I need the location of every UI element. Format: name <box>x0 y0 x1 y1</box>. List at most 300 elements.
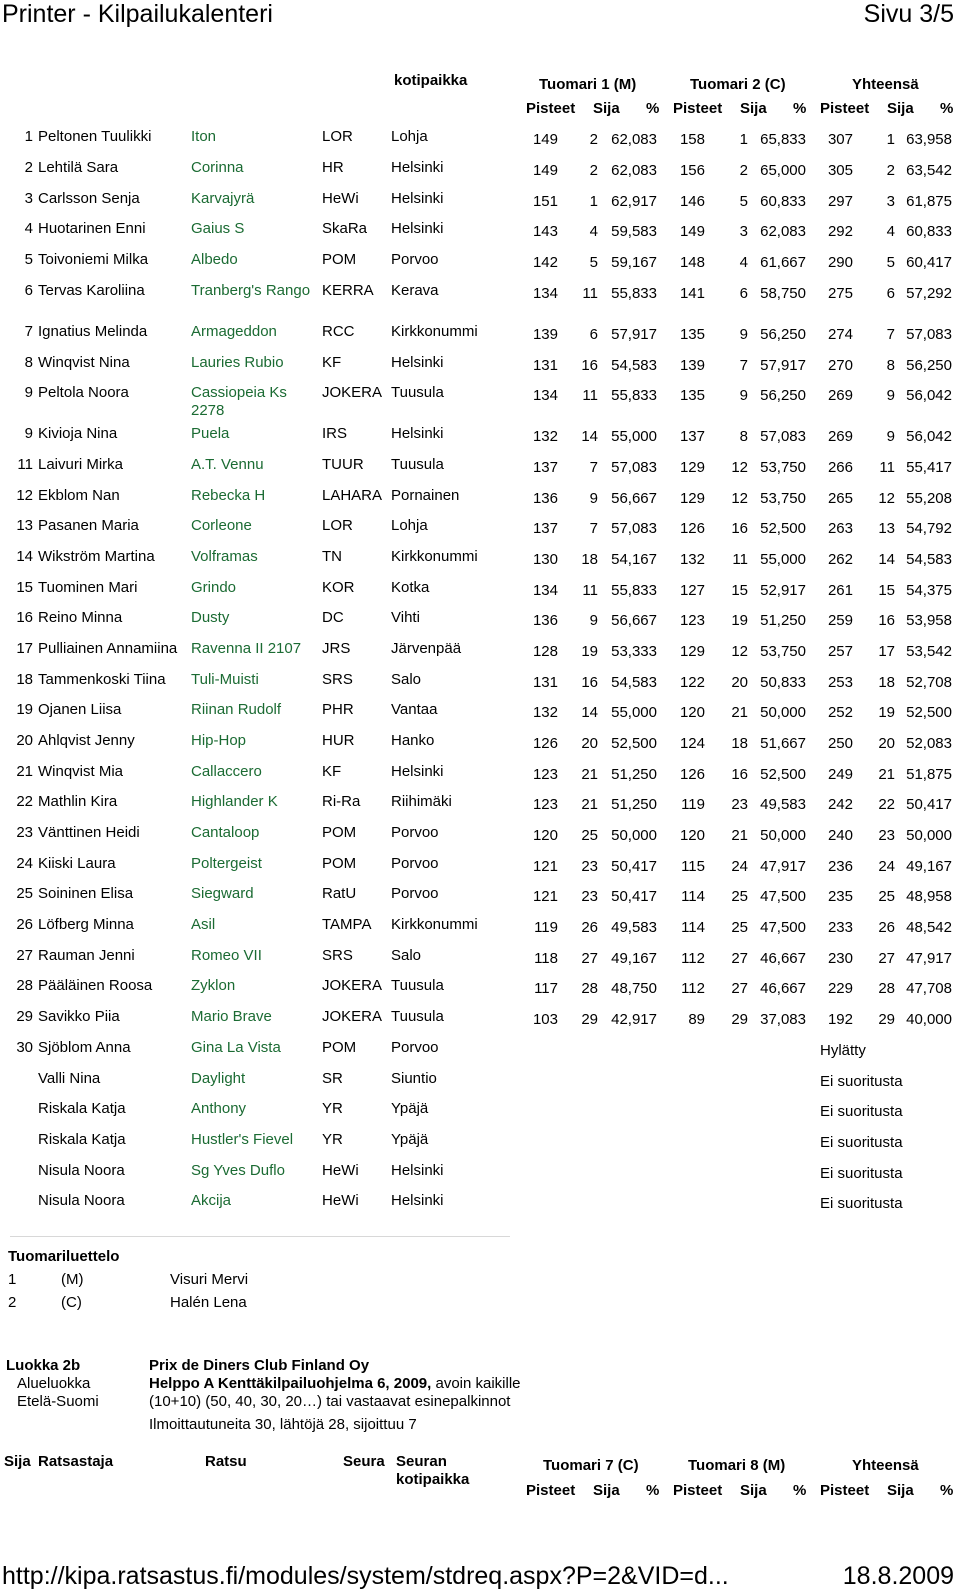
score-cell: 48,542 <box>906 919 952 936</box>
score-cell: 20 <box>878 735 895 752</box>
table-row <box>0 1100 960 1130</box>
score-cell: 265 <box>827 490 853 507</box>
table-row <box>0 824 960 854</box>
score-cell: 14 <box>581 428 598 445</box>
score-cell: 54,583 <box>611 674 657 691</box>
score-cell: 250 <box>827 735 853 752</box>
sub-place-2: Sija <box>740 100 767 117</box>
score-cell: 126 <box>679 766 705 783</box>
score-cell: 123 <box>679 612 705 629</box>
rider-name: Nisula Noora <box>38 1162 125 1179</box>
horse-link[interactable]: Armageddon <box>191 323 277 340</box>
score-cell: 158 <box>679 131 705 148</box>
class-name: Luokka 2b <box>6 1357 81 1374</box>
score-cell: 274 <box>827 326 853 343</box>
horse-link[interactable]: Riinan Rudolf <box>191 701 282 718</box>
score-cell: 58,750 <box>760 285 806 302</box>
score-cell: 6 <box>739 285 748 302</box>
horse-link[interactable]: Iton <box>191 128 217 145</box>
rider-name: Savikko Piia <box>38 1008 120 1025</box>
score-cell: 53,750 <box>760 643 806 660</box>
horse-link[interactable]: Zyklon <box>191 977 236 994</box>
score-cell: 55,417 <box>906 459 952 476</box>
horse-link[interactable]: Asil <box>191 916 216 933</box>
rank-cell: 25 <box>16 885 33 902</box>
score-cell: 60,417 <box>906 254 952 271</box>
score-cell: 117 <box>534 980 558 997</box>
score-cell: 1 <box>886 131 895 148</box>
score-cell: 136 <box>532 612 558 629</box>
rider-name: Lehtilä Sara <box>38 159 119 176</box>
score-cell: 118 <box>534 950 558 967</box>
score-cell: 137 <box>532 520 558 537</box>
club-cell: SRS <box>322 671 353 688</box>
score-cell: 49,167 <box>906 858 952 875</box>
score-cell: 48,958 <box>906 888 952 905</box>
status-cell: Ei suoritusta <box>820 1195 903 1212</box>
score-cell: 261 <box>827 582 853 599</box>
horse-link[interactable]: Gaius S <box>191 220 245 237</box>
score-cell: 134 <box>532 285 558 302</box>
city-cell: Tuusula <box>391 384 444 401</box>
club-cell: KERRA <box>322 282 374 299</box>
table-row <box>0 947 960 977</box>
score-cell: 26 <box>878 919 895 936</box>
footer-url[interactable]: http://kipa.ratsastus.fi/modules/system/stdreq.aspx?P=2&VID=d... <box>2 1562 729 1590</box>
judge-num: 1 <box>8 1271 17 1288</box>
club-cell: TAMPA <box>322 916 372 933</box>
score-cell: 123 <box>532 766 558 783</box>
score-cell: 52,083 <box>906 735 952 752</box>
score-cell: 292 <box>827 223 853 240</box>
rank-cell: 9 <box>24 425 33 442</box>
score-cell: 115 <box>681 858 705 875</box>
score-cell: 56,250 <box>760 387 806 404</box>
horse-link[interactable]: Mario Brave <box>191 1008 272 1025</box>
score-cell: 51,667 <box>760 735 806 752</box>
horse-link[interactable]: Tranberg's Rango <box>191 282 311 299</box>
score-cell: 9 <box>589 612 598 629</box>
score-cell: 270 <box>827 357 853 374</box>
rank-cell: 5 <box>24 251 33 268</box>
score-cell: 12 <box>878 490 895 507</box>
score-cell: 24 <box>731 858 748 875</box>
score-cell: 56,250 <box>760 326 806 343</box>
city-cell: Kirkkonummi <box>391 323 478 340</box>
score-cell: 269 <box>827 428 853 445</box>
total-header: Yhteensä <box>852 76 919 93</box>
score-cell: 9 <box>739 387 748 404</box>
rank-cell: 4 <box>24 220 33 237</box>
rider-name: Laivuri Mirka <box>38 456 124 473</box>
score-cell: 18 <box>581 551 598 568</box>
horse-link[interactable]: A.T. Vennu <box>191 456 264 473</box>
score-cell: 57,083 <box>611 520 657 537</box>
table-row <box>0 251 960 281</box>
score-cell: 236 <box>827 858 853 875</box>
rank-cell: 21 <box>16 763 33 780</box>
score-cell: 135 <box>679 326 705 343</box>
score-cell: 27 <box>731 980 748 997</box>
table-row <box>0 701 960 731</box>
score-cell: 16 <box>581 674 598 691</box>
program <box>149 1375 521 1392</box>
t2-home1: Seuran <box>396 1453 447 1470</box>
rank-cell: 19 <box>16 701 33 718</box>
horse-link[interactable]: Daylight <box>191 1070 246 1087</box>
table-row <box>0 384 960 419</box>
club-cell: DC <box>322 609 344 626</box>
horse-link[interactable]: Akcija <box>191 1192 232 1209</box>
horse-link[interactable]: Dusty <box>191 609 230 626</box>
score-cell: 132 <box>532 704 558 721</box>
score-cell: 120 <box>532 827 558 844</box>
score-cell: 17 <box>878 643 895 660</box>
score-cell: 1 <box>589 193 598 210</box>
score-cell: 65,000 <box>760 162 806 179</box>
score-cell: 259 <box>827 612 853 629</box>
score-cell: 50,833 <box>760 674 806 691</box>
rank-cell: 17 <box>16 640 33 657</box>
score-cell: 57,083 <box>611 459 657 476</box>
score-cell: 27 <box>731 950 748 967</box>
rider-name: Wikström Martina <box>38 548 155 565</box>
score-cell: 15 <box>731 582 748 599</box>
score-cell: 120 <box>679 827 705 844</box>
t2-horse: Ratsu <box>205 1453 247 1470</box>
club-cell: LOR <box>322 517 353 534</box>
score-cell: 3 <box>886 193 895 210</box>
score-cell: 55,208 <box>906 490 952 507</box>
rank-cell: 6 <box>24 282 33 299</box>
rider-name: Peltola Noora <box>38 384 129 401</box>
table-row <box>0 579 960 609</box>
rider-name: Huotarinen Enni <box>38 220 146 237</box>
rider-name: Soininen Elisa <box>38 885 134 902</box>
city-cell: Porvoo <box>391 885 439 902</box>
club-cell: JOKERA <box>322 1008 383 1025</box>
score-cell: 119 <box>681 796 705 813</box>
rider-name: Pulliainen Annamiina <box>38 640 178 657</box>
sub-points-3: Pisteet <box>820 100 870 117</box>
horse-link[interactable]: Cantaloop <box>191 824 260 841</box>
score-cell: 146 <box>679 193 705 210</box>
city-cell: Lohja <box>391 128 428 145</box>
score-cell: 4 <box>589 223 598 240</box>
club-cell: POM <box>322 251 357 268</box>
score-cell: 29 <box>731 1011 748 1028</box>
score-cell: 54,583 <box>906 551 952 568</box>
rider-name: Carlsson Senja <box>38 190 140 207</box>
score-cell: 15 <box>878 582 895 599</box>
club-cell: HeWi <box>322 190 359 207</box>
score-cell: 55,000 <box>611 428 657 445</box>
club-cell: JOKERA <box>322 384 383 401</box>
rider-name: Peltonen Tuulikki <box>38 128 152 145</box>
status-cell: Ei suoritusta <box>820 1103 903 1120</box>
score-cell: 120 <box>679 704 705 721</box>
score-cell: 5 <box>886 254 895 271</box>
score-cell: 6 <box>886 285 895 302</box>
score-cell: 4 <box>886 223 895 240</box>
city-cell: Siuntio <box>391 1070 437 1087</box>
city-cell: Helsinki <box>391 159 444 176</box>
score-cell: 290 <box>827 254 853 271</box>
sub-pct-3: % <box>940 100 954 117</box>
score-cell: 134 <box>532 387 558 404</box>
score-cell: 129 <box>679 490 705 507</box>
club-cell: POM <box>322 1039 357 1056</box>
horse-link[interactable]: Sg Yves Duflo <box>191 1162 285 1179</box>
rank-cell: 27 <box>16 947 33 964</box>
city-cell: Helsinki <box>391 190 444 207</box>
horse-link[interactable]: Anthony <box>191 1100 247 1117</box>
table-row <box>0 1131 960 1161</box>
score-cell: 59,167 <box>611 254 657 271</box>
score-cell: 54,583 <box>611 357 657 374</box>
status-cell: Ei suoritusta <box>820 1165 903 1182</box>
score-cell: 19 <box>878 704 895 721</box>
table-row <box>0 159 960 189</box>
t2-judge8: Tuomari 8 (M) <box>688 1457 786 1474</box>
city-cell: Lohja <box>391 517 428 534</box>
city-cell: Pornainen <box>391 487 460 504</box>
score-cell: 55,833 <box>611 387 657 404</box>
city-cell: Helsinki <box>391 425 444 442</box>
score-cell: 60,833 <box>760 193 806 210</box>
sub-points-1: Pisteet <box>526 100 576 117</box>
rider-name: Tuominen Mari <box>38 579 138 596</box>
rider-name: Tammenkoski Tiina <box>38 671 166 688</box>
entries-line: Ilmoittautuneita 30, lähtöjä 28, sijoittuu 7 <box>149 1416 417 1433</box>
rank-cell: 18 <box>16 671 33 688</box>
t2-sija-2: Sija <box>740 1482 767 1499</box>
prizes-line: (10+10) (50, 40, 30, 20…) tai vastaavat esinepalkinnot <box>149 1393 511 1410</box>
t2-total: Yhteensä <box>852 1457 919 1474</box>
score-cell: 136 <box>532 490 558 507</box>
club-cell: SR <box>322 1070 343 1087</box>
rank-cell: 8 <box>24 354 33 371</box>
score-cell: 27 <box>878 950 895 967</box>
score-cell: 52,500 <box>760 520 806 537</box>
horse-link[interactable]: Albedo <box>191 251 238 268</box>
rank-cell: 20 <box>16 732 33 749</box>
horse-link[interactable]: Puela <box>191 425 230 442</box>
score-cell: 25 <box>731 919 748 936</box>
score-cell: 53,750 <box>760 490 806 507</box>
club-cell: RatU <box>322 885 357 902</box>
judges-title: Tuomariluettelo <box>8 1248 120 1265</box>
table-row <box>0 1070 960 1100</box>
table-row <box>0 671 960 701</box>
score-cell: 130 <box>532 551 558 568</box>
city-cell: Kotka <box>391 579 430 596</box>
table-row <box>0 1192 960 1222</box>
horse-link[interactable]: Siegward <box>191 885 254 902</box>
score-cell: 59,583 <box>611 223 657 240</box>
score-cell: 52,500 <box>611 735 657 752</box>
prize-title: Prix de Diners Club Finland Oy <box>149 1357 370 1374</box>
rider-name: Valli Nina <box>38 1070 101 1087</box>
score-cell: 126 <box>532 735 558 752</box>
club-cell: TN <box>322 548 342 565</box>
page-title: Printer - Kilpailukalenteri <box>2 0 273 28</box>
t2-home2: kotipaikka <box>396 1471 470 1488</box>
score-cell: 257 <box>827 643 853 660</box>
horse-link[interactable]: Ravenna II 2107 <box>191 640 302 657</box>
horse-link[interactable]: Grindo <box>191 579 237 596</box>
horse-link[interactable]: Hustler's Fievel <box>191 1131 294 1148</box>
score-cell: 49,167 <box>611 950 657 967</box>
club-cell: TUUR <box>322 456 364 473</box>
score-cell: 53,958 <box>906 612 952 629</box>
sub-place-3: Sija <box>887 100 914 117</box>
score-cell: 124 <box>679 735 705 752</box>
score-cell: 23 <box>581 858 598 875</box>
horse-link[interactable]: Highlander K <box>191 793 278 810</box>
rider-name: Tervas Karoliina <box>38 282 145 299</box>
score-cell: 57,083 <box>760 428 806 445</box>
horse-link[interactable]: Hip-Hop <box>191 732 247 749</box>
score-cell: 139 <box>532 326 558 343</box>
score-cell: 9 <box>886 387 895 404</box>
score-cell: 229 <box>827 980 853 997</box>
sub-pct-2: % <box>793 100 807 117</box>
table-row <box>0 487 960 517</box>
table-row <box>0 916 960 946</box>
city-cell: Vantaa <box>391 701 438 718</box>
judge2-header: Tuomari 2 (C) <box>690 76 786 93</box>
rider-name: Ahlqvist Jenny <box>38 732 135 749</box>
rider-name: Ekblom Nan <box>38 487 120 504</box>
score-cell: 62,083 <box>611 131 657 148</box>
score-cell: 2 <box>589 162 598 179</box>
rider-name: Vänttinen Heidi <box>38 824 140 841</box>
horse-link[interactable]: Tuli-Muisti <box>191 671 259 688</box>
score-cell: 7 <box>886 326 895 343</box>
rank-cell: 28 <box>16 977 33 994</box>
score-cell: 11 <box>879 459 895 476</box>
rank-cell: 16 <box>16 609 33 626</box>
score-cell: 263 <box>827 520 853 537</box>
score-cell: 121 <box>532 888 558 905</box>
score-cell: 56,250 <box>906 357 952 374</box>
rank-cell: 24 <box>16 855 33 872</box>
horse-link[interactable]: Karvajyrä <box>191 190 255 207</box>
city-cell: Kirkkonummi <box>391 916 478 933</box>
horse-link[interactable]: Rebecka H <box>191 487 266 504</box>
club-cell: LAHARA <box>322 487 383 504</box>
table-row <box>0 1008 960 1038</box>
status-cell: Hylätty <box>820 1042 866 1059</box>
club-cell: RCC <box>322 323 355 340</box>
score-cell: 135 <box>679 387 705 404</box>
score-cell: 49,583 <box>760 796 806 813</box>
horse-link[interactable]: Corinna <box>191 159 244 176</box>
horse-link[interactable]: Lauries Rubio <box>191 354 284 371</box>
city-cell: Kerava <box>391 282 439 299</box>
judge-name: Visuri Mervi <box>170 1271 249 1288</box>
city-cell: Tuusula <box>391 1008 444 1025</box>
judge1-header: Tuomari 1 (M) <box>539 76 637 93</box>
horse-link[interactable]: Volframas <box>191 548 258 565</box>
horse-link[interactable]: Poltergeist <box>191 855 262 872</box>
score-cell: 3 <box>739 223 748 240</box>
t2-judge7: Tuomari 7 (C) <box>543 1457 639 1474</box>
table-row <box>0 548 960 578</box>
club-cell: JRS <box>322 640 351 657</box>
table-row <box>0 220 960 250</box>
score-cell: 20 <box>581 735 598 752</box>
status-cell: Ei suoritusta <box>820 1073 903 1090</box>
horse-link[interactable]: Callaccero <box>191 763 262 780</box>
club-cell: SRS <box>322 947 353 964</box>
score-cell: 123 <box>532 796 558 813</box>
score-cell: 240 <box>827 827 853 844</box>
rider-name: Löfberg Minna <box>38 916 134 933</box>
score-cell: 62,917 <box>611 193 657 210</box>
score-cell: 121 <box>532 858 558 875</box>
horse-link[interactable]: Cassiopeia Ks 2278 <box>191 384 287 419</box>
score-cell: 21 <box>581 766 598 783</box>
club-cell: KF <box>322 354 342 371</box>
t2-points-3: Pisteet <box>820 1482 870 1499</box>
score-cell: 56,667 <box>611 490 657 507</box>
table-row <box>0 732 960 762</box>
score-cell: 23 <box>878 827 895 844</box>
club-cell: PHR <box>322 701 354 718</box>
city-cell: Porvoo <box>391 824 439 841</box>
score-cell: 21 <box>581 796 598 813</box>
horse-link[interactable]: Corleone <box>191 517 252 534</box>
rider-name: Winqvist Mia <box>38 763 124 780</box>
score-cell: 11 <box>582 387 598 404</box>
horse-link[interactable]: Romeo VII <box>191 947 262 964</box>
table-row <box>0 456 960 486</box>
score-cell: 51,875 <box>906 766 952 783</box>
score-cell: 50,000 <box>760 827 806 844</box>
city-cell: Ypäjä <box>391 1100 429 1117</box>
rank-cell: 9 <box>24 384 33 401</box>
score-cell: 20 <box>731 674 748 691</box>
score-cell: 50,000 <box>906 827 952 844</box>
score-cell: 275 <box>827 285 853 302</box>
city-cell: Salo <box>391 671 422 688</box>
club-cell: KF <box>322 763 342 780</box>
score-cell: 62,083 <box>760 223 806 240</box>
table-row <box>0 354 960 384</box>
score-cell: 49,583 <box>611 919 657 936</box>
rank-cell: 29 <box>16 1008 33 1025</box>
score-cell: 149 <box>679 223 705 240</box>
score-cell: 1 <box>739 131 748 148</box>
table-row <box>0 517 960 547</box>
score-cell: 148 <box>679 254 705 271</box>
score-cell: 28 <box>581 980 598 997</box>
score-cell: 25 <box>878 888 895 905</box>
score-cell: 242 <box>827 796 853 813</box>
table-row <box>0 1039 960 1069</box>
score-cell: 11 <box>582 285 598 302</box>
score-cell: 55,833 <box>611 582 657 599</box>
rider-name: Nisula Noora <box>38 1192 125 1209</box>
score-cell: 56,667 <box>611 612 657 629</box>
score-cell: 22 <box>878 796 895 813</box>
horse-link[interactable]: Gina La Vista <box>191 1039 281 1056</box>
t2-sija-1: Sija <box>593 1482 620 1499</box>
score-cell: 47,917 <box>906 950 952 967</box>
city-cell: Porvoo <box>391 1039 439 1056</box>
